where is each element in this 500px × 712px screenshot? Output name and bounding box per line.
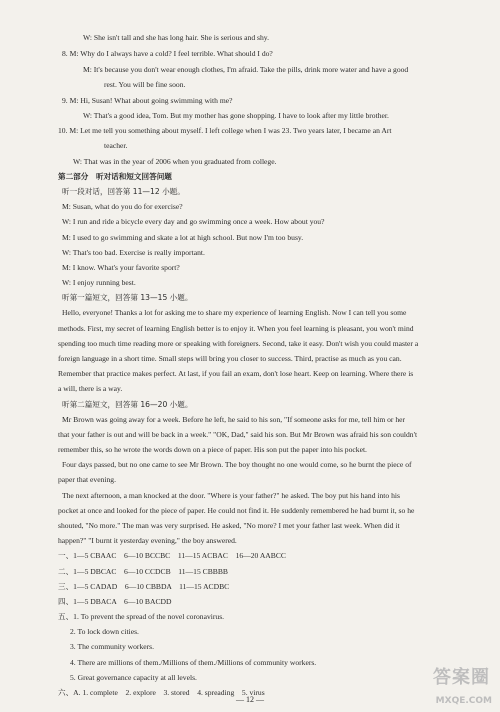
text-line: methods. First, my secret of learning English better is to enjoy it. When you feel learning is pleasant, you won't mind [58, 324, 414, 333]
text-line: M: It's because you don't wear enough clothes, I'm afraid. Take the pills, drink more water and have a good [83, 65, 409, 74]
text-line: 8. M: Why do I always have a cold? I feel terrible. What should I do? [62, 49, 273, 58]
text-line: M: I used to go swimming and skate a lot at high school. But now I'm too busy. [62, 233, 304, 242]
text-line: W: That's a good idea, Tom. But my mother has gone shopping. I have to look after my little brother. [83, 111, 389, 120]
text-line: that your father is out and will be back in a week." "OK, Dad," said his son. But Mr Brown was afraid his son couldn't [58, 430, 418, 439]
text-line: 3. The community workers. [70, 642, 155, 651]
text-line: 9. M: Hi, Susan! What about going swimming with me? [62, 96, 233, 105]
text-line: W: I run and ride a bicycle every day and go swimming once a week. How about you? [62, 217, 325, 226]
text-line: happen?" "I burnt it yesterday evening," the boy answered. [58, 536, 237, 545]
text-line: 五、1. To prevent the spread of the novel coronavirus. [58, 612, 225, 621]
text-line: M: I know. What's your favorite sport? [62, 263, 180, 272]
text-line: Hello, everyone! Thanks a lot for asking me to share my experience of learning English. Now I can tell you some [62, 308, 407, 317]
text-line: 第二部分 听对话和短文回答问题 [58, 172, 172, 181]
text-line: 三、1—5 CADAD 6—10 CBBDA 11—15 ACDBC [58, 582, 230, 591]
text-line: foreign language in a short time. Small steps will bring you closer to success. Third, practise as much as you can. [58, 354, 402, 363]
text-line: W: That was in the year of 2006 when you graduated from college. [73, 157, 277, 166]
watermark-url: MXQE.COM [435, 696, 492, 706]
text-line: W: That's too bad. Exercise is really important. [62, 248, 205, 257]
text-line: paper that evening. [58, 475, 116, 484]
text-line: Remember that practice makes perfect. At last, if you fail an exam, don't lose heart. Keep on learning. Where there is [58, 369, 414, 378]
text-line: teacher. [104, 141, 128, 150]
text-line: pocket at once and looked for the piece of paper. He could not find it. He suddenly remembered he had burnt it, so he [58, 506, 415, 515]
watermark-logo-text: 答案圈 [433, 667, 490, 688]
text-line: shouted, "No more." The man was very surprised. He asked, "No more? I met your father last week. When did it [58, 521, 400, 530]
page-number: — 12 — [236, 695, 264, 704]
text-line: 听第二篇短文，回答第 16—20 小题。 [62, 400, 193, 409]
text-line: Four days passed, but no one came to see Mr Brown. The boy thought no one would come, so he burnt the piece of [62, 460, 412, 469]
text-line: M: Susan, what do you do for exercise? [62, 202, 183, 211]
text-line: 4. There are millions of them./Millions of them./Millions of community workers. [70, 658, 317, 667]
text-line: 二、1—5 DBCAC 6—10 CCDCB 11—15 CBBBB [58, 567, 228, 576]
text-line: The next afternoon, a man knocked at the door. "Where is your father?" he asked. The boy put his hand into his [62, 491, 400, 500]
text-line: W: I enjoy running best. [62, 278, 136, 287]
text-line: 听第一篇短文，回答第 13—15 小题。 [62, 293, 193, 302]
text-line: 听一段对话，回答第 11—12 小题。 [62, 187, 185, 196]
text-line: spending too much time reading more or speaking with foreigners. Second, take it easy. Don't wish you could master a [58, 339, 419, 348]
text-line: 四、1—5 DBACA 6—10 BACDD [58, 597, 172, 606]
text-line: 一、1—5 CBAAC 6—10 BCCBC 11—15 ACBAC 16—20 AABCC [58, 551, 286, 560]
text-line: 10. M: Let me tell you something about myself. I left college when I was 23. Two years later, I became an Art [58, 126, 392, 135]
text-line: 2. To lock down cities. [70, 627, 139, 636]
text-line: a will, there is a way. [58, 384, 123, 393]
text-line: 5. Great governance capacity at all levels. [70, 673, 197, 682]
text-line: remember this, so he wrote the words down on a piece of paper. His son put the paper into his pocket. [58, 445, 367, 454]
text-line: rest. You will be fine soon. [104, 80, 186, 89]
text-line: W: She isn't tall and she has long hair. She is serious and shy. [83, 33, 269, 42]
text-line: 六、A. 1. complete 2. explore 3. stored 4. spreading 5. virus [58, 688, 265, 697]
text-line: Mr Brown was going away for a week. Before he left, he said to his son, "If someone asks for me, tell him or her [62, 415, 406, 424]
